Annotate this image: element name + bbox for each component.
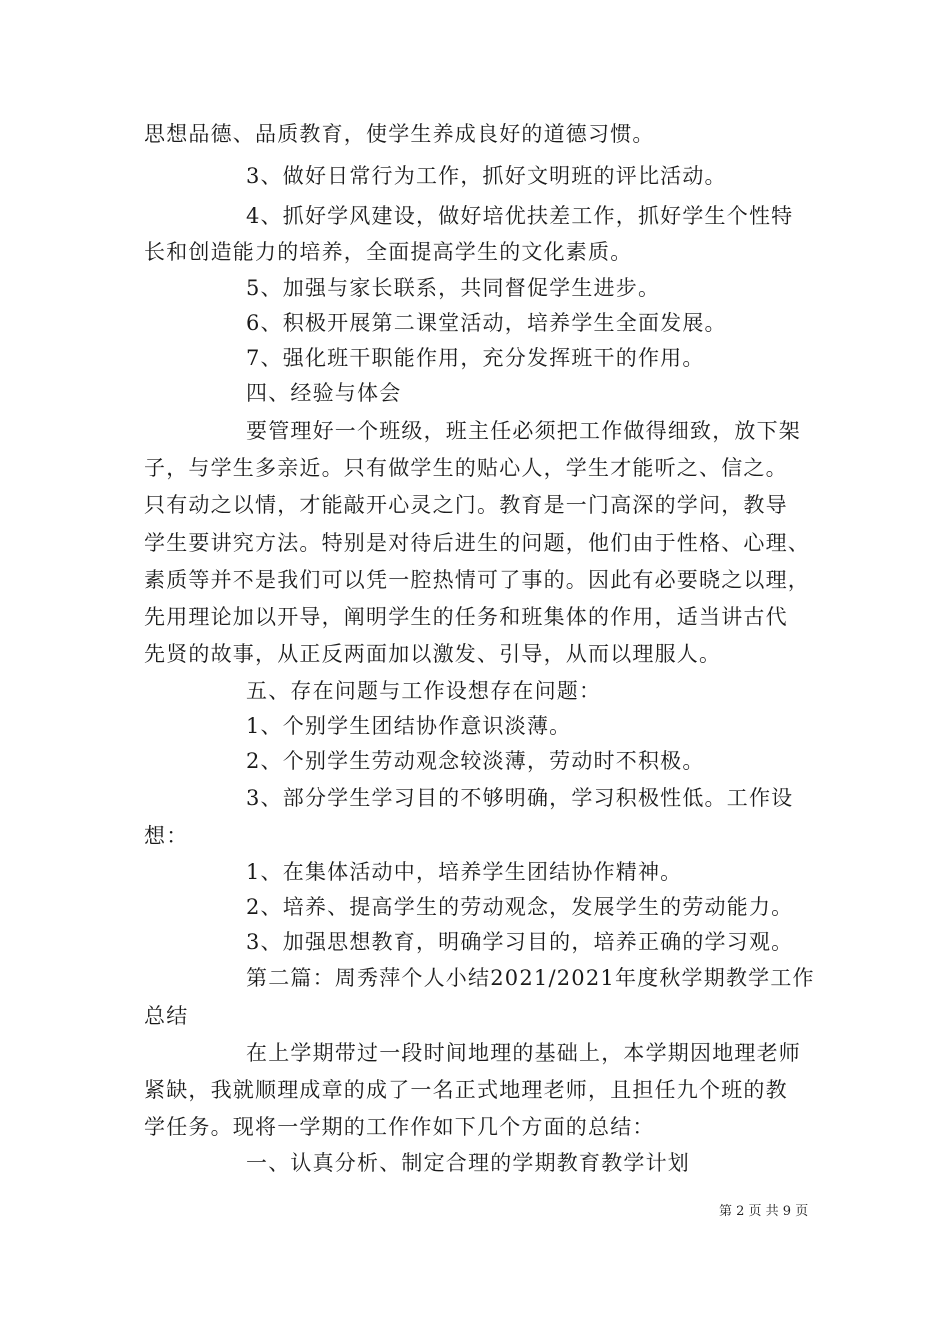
chapter-title: 第二篇：周秀萍个人小结2021/2021年度秋学期教学工作 — [246, 966, 815, 990]
paragraph-line: 先用理论加以开导，阐明学生的任务和班集体的作用，适当讲古代 — [144, 605, 788, 629]
text-line: 长和创造能力的培养，全面提高学生的文化素质。 — [144, 240, 633, 264]
text-line: 思想品德、品质教育，使学生养成良好的道德习惯。 — [144, 122, 655, 146]
section-heading: 四、经验与体会 — [246, 381, 402, 405]
section-heading: 五、存在问题与工作设想存在问题： — [246, 679, 602, 703]
list-item: 2、培养、提高学生的劳动观念，发展学生的劳动能力。 — [246, 895, 794, 919]
page-number: 第 2 页 共 9 页 — [719, 1204, 809, 1219]
section-heading: 一、认真分析、制定合理的学期教育教学计划 — [246, 1151, 690, 1175]
list-item: 1、在集体活动中，培养学生团结协作精神。 — [246, 860, 683, 884]
paragraph-line: 子，与学生多亲近。只有做学生的贴心人，学生才能听之、信之。 — [144, 456, 788, 480]
list-item: 7、强化班干职能作用，充分发挥班干的作用。 — [246, 346, 705, 370]
list-item: 5、加强与家长联系，共同督促学生进步。 — [246, 276, 661, 300]
paragraph-line: 在上学期带过一段时间地理的基础上，本学期因地理老师 — [246, 1041, 801, 1065]
list-item: 3、加强思想教育，明确学习目的，培养正确的学习观。 — [246, 930, 794, 954]
list-item: 6、积极开展第二课堂活动，培养学生全面发展。 — [246, 311, 727, 335]
chapter-title-continuation: 总结 — [144, 1004, 189, 1028]
paragraph-line: 学任务。现将一学期的工作作如下几个方面的总结： — [144, 1115, 655, 1139]
text-line: 想： — [144, 824, 189, 848]
list-item: 1、个别学生团结协作意识淡薄。 — [246, 714, 572, 738]
paragraph-line: 紧缺，我就顺理成章的成了一名正式地理老师，且担任九个班的教 — [144, 1078, 788, 1102]
paragraph-line: 先贤的故事，从正反两面加以激发、引导，从而以理服人。 — [144, 642, 722, 666]
paragraph-line: 素质等并不是我们可以凭一腔热情可了事的。因此有必要晓之以理， — [144, 568, 810, 592]
paragraph-line: 只有动之以情，才能敲开心灵之门。教育是一门高深的学问，教导 — [144, 493, 788, 517]
list-item: 2、个别学生劳动观念较淡薄，劳动时不积极。 — [246, 749, 705, 773]
paragraph-line: 要管理好一个班级，班主任必须把工作做得细致，放下架 — [246, 419, 801, 443]
list-item: 3、做好日常行为工作，抓好文明班的评比活动。 — [246, 164, 727, 188]
list-item: 4、抓好学风建设，做好培优扶差工作，抓好学生个性特 — [246, 204, 794, 228]
paragraph-line: 学生要讲究方法。特别是对待后进生的问题，他们由于性格、心理、 — [144, 531, 810, 555]
list-item: 3、部分学生学习目的不够明确，学习积极性低。工作设 — [246, 786, 794, 810]
